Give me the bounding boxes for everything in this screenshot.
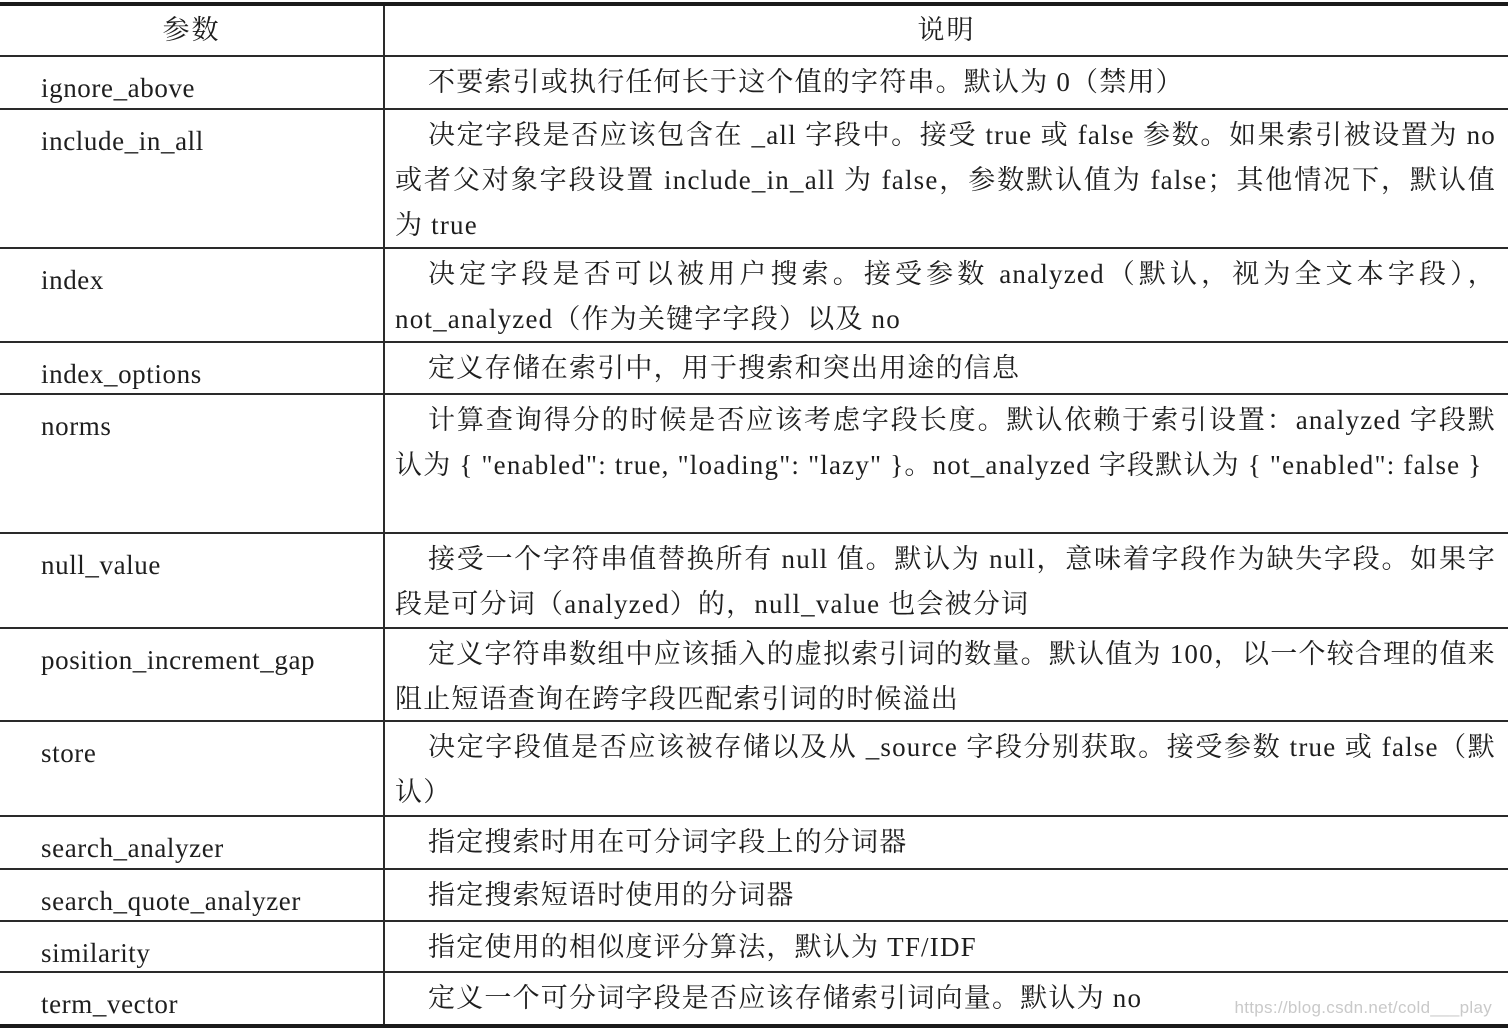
table-row [0, 629, 1508, 722]
param-description: 决定字段是否应该包含在 _all 字段中。接受 true 或 false 参数。如果索引被设置为 no 或者父对象字段设置 include_in_all 为 false，参数默认值为 false；其他情况下，默认值为 true [395, 120, 1496, 240]
table-row [0, 343, 1508, 395]
table-row [0, 395, 1508, 534]
table-row [0, 110, 1508, 249]
param-name: norms [0, 395, 385, 532]
table-row [0, 922, 1508, 973]
param-description: 决定字段是否可以被用户搜索。接受参数 analyzed（默认，视为全文本字段），not_analyzed（作为关键字字段）以及 no [395, 259, 1496, 334]
param-description: 计算查询得分的时候是否应该考虑字段长度。默认依赖于索引设置：analyzed 字段默认为 { "enabled": true, "loading": "lazy" }。not_analyzed 字段默认为 { "enabled": false } [395, 405, 1496, 480]
param-name: position_increment_gap [0, 629, 385, 720]
table-row [0, 534, 1508, 629]
param-name: index [0, 249, 385, 341]
param-description: 不要索引或执行任何长于这个值的字符串。默认为 0（禁用） [428, 67, 1184, 97]
param-description: 指定搜索短语时使用的分词器 [428, 880, 795, 910]
param-description: 定义一个可分词字段是否应该存储索引词向量。默认为 no [428, 983, 1143, 1013]
param-name: term_vector [0, 973, 385, 1024]
param-name: store [0, 722, 385, 815]
watermark: https://blog.csdn.net/cold___play [1234, 998, 1492, 1017]
table-row [0, 870, 1508, 922]
header-description: 说明 [917, 15, 976, 45]
table-row [0, 817, 1508, 870]
parameter-table [0, 2, 1508, 1028]
param-description: 指定使用的相似度评分算法，默认为 TF/IDF [428, 932, 977, 962]
param-name: include_in_all [0, 110, 385, 247]
param-description: 决定字段值是否应该被存储以及从 _source 字段分别获取。接受参数 true 或 false（默认） [395, 732, 1496, 807]
param-name: search_analyzer [0, 817, 385, 868]
table-row [0, 249, 1508, 343]
param-name: index_options [0, 343, 385, 393]
param-description: 定义字符串数组中应该插入的虚拟索引词的数量。默认值为 100，以一个较合理的值来阻止短语查询在跨字段匹配索引词的时候溢出 [395, 639, 1496, 714]
param-description: 接受一个字符串值替换所有 null 值。默认为 null，意味着字段作为缺失字段。如果字段是可分词（analyzed）的，null_value 也会被分词 [395, 544, 1496, 619]
param-description: 定义存储在索引中，用于搜索和突出用途的信息 [428, 353, 1021, 383]
param-name: ignore_above [0, 57, 385, 108]
param-name: null_value [0, 534, 385, 627]
header-param: 参数 [0, 6, 385, 55]
param-name: search_quote_analyzer [0, 870, 385, 920]
param-name: similarity [0, 922, 385, 971]
param-description: 指定搜索时用在可分词字段上的分词器 [428, 827, 908, 857]
table-row [0, 722, 1508, 817]
table-row [0, 57, 1508, 110]
table-header-row [0, 6, 1508, 57]
